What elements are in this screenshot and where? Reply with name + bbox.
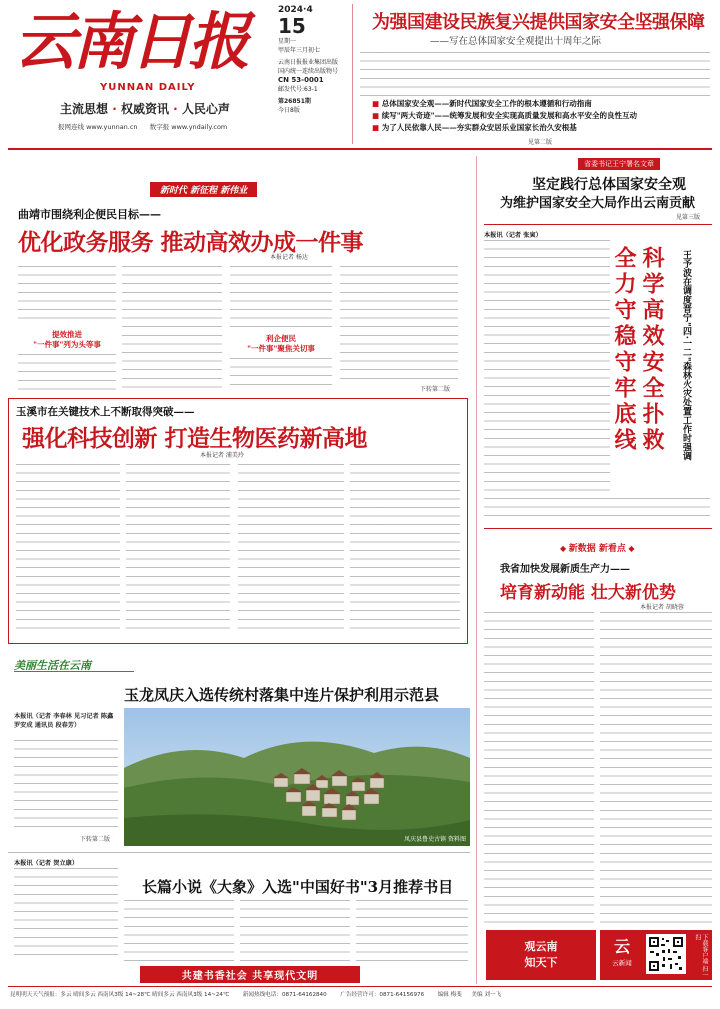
top-jump: 见第二版 (528, 139, 553, 146)
meili-byline: 本报讯（记者 李春林 见习记者 陈鑫 罗安成 通讯员 段春芳） (14, 713, 114, 729)
story1-col (122, 266, 222, 390)
publisher: 云南日报报业集团出版 (278, 59, 339, 66)
right-mid-byline: 本报记者 胡晓蓉 (640, 604, 684, 611)
date-year-month: 2024·4 (278, 5, 313, 15)
slogan-item: 人民心声 (181, 102, 230, 116)
meili-col (14, 740, 118, 830)
logo-pinyin: YUNNAN DAILY (100, 82, 196, 93)
right-jump: 见第三版 (676, 214, 701, 221)
page-count: 今日8版 (278, 107, 300, 114)
side-vertical: 王予波在调度晋宁"四·一二"森林火灾处置工作时强调 (681, 250, 691, 461)
story2-col (16, 464, 120, 636)
village-photo-image (124, 708, 470, 846)
app-logo-icon: 云 (613, 937, 630, 956)
right-mid-column-label: 新数据 新看点 (568, 544, 626, 554)
right-col (484, 240, 610, 496)
top-bullet: ■ 续写"两大奇迹"——统筹发展和安全实现高质量发展和高水平安全的良性互动 (372, 111, 638, 120)
qr-label: 下载客户端 扫一扫 (694, 934, 708, 978)
promo-label: 知天下 (524, 956, 558, 969)
story1-col (230, 266, 332, 332)
top-bullets (372, 98, 712, 134)
masthead (0, 0, 720, 150)
top-bullet: ■ 总体国家安全观——新时代国家安全工作的根本遵循和行动指南 (372, 99, 592, 108)
date-day: 15 (278, 14, 306, 38)
right-byline: 本报讯（记者 张寅） (484, 232, 542, 239)
qr-code-icon[interactable] (646, 934, 686, 974)
right-mid-col (484, 612, 594, 924)
big-vertical-2: 全力守稳守牢底线 (611, 246, 637, 454)
lunar-date: 甲辰年三月初七 (278, 47, 321, 54)
slogan: 主流思想 · 权威资讯 · 人民心声 (60, 102, 230, 116)
meili-tag (14, 654, 134, 672)
book-col (124, 900, 234, 962)
story1-headline: 优化政务服务 推动高效办成一件事 (18, 229, 364, 256)
story1-sub1: 提效推进 "一件事"列为头等事 (33, 330, 101, 349)
promo-label: 观云南 (524, 940, 558, 953)
top-bullet: ■ 为了人民依靠人民——夯实群众安居乐业国家长治久安根基 (372, 123, 577, 132)
book-byline: 本报讯（记者 贺立康） (14, 860, 79, 867)
big-vertical-1: 科学高效安全扑救 (639, 246, 665, 454)
story1-col (230, 358, 332, 390)
right-mid-headline: 培育新动能 壮大新优势 (500, 583, 676, 603)
story2-col (126, 464, 230, 636)
footer (10, 990, 710, 998)
post-code: 邮发代号:63-1 (278, 86, 318, 93)
app-logo (604, 936, 640, 974)
story1-kicker: 曲靖市围绕利企便民目标—— (18, 208, 161, 221)
weekday: 星期一 (278, 38, 297, 45)
date-block (278, 6, 350, 115)
story2-col (238, 464, 344, 636)
story2-col (350, 464, 460, 636)
story2-byline: 本报记者 浦美玲 (200, 452, 244, 459)
right-mid-col (600, 612, 712, 924)
cn-code-label: 国内统一连续出版物号 (278, 68, 339, 75)
story2-headline: 强化科技创新 打造生物医药新高地 (22, 425, 368, 452)
footer-ad: 广告经营许可：0871-64156976 (340, 992, 425, 998)
story1-sub2: 利企便民 "一件事"聚焦关切事 (247, 334, 315, 353)
village-photo (124, 708, 470, 846)
right-tag: 省委书记王宁署名文章 (578, 158, 660, 170)
meili-headline: 玉龙凤庆入选传统村落集中连片保护利用示范县 (124, 686, 440, 704)
book-col (356, 900, 468, 962)
book-bottom-banner: 共建书香社会 共享现代文明 (140, 966, 360, 983)
web-link[interactable]: 数字报 www.yndaily.com (149, 123, 228, 131)
book-headline: 长篇小说《大象》入选"中国好书"3月推荐书目 (142, 878, 454, 896)
story1-byline: 本报记者 杨达 (270, 254, 308, 261)
issue-number: 第26851期 (278, 98, 311, 105)
footer-phone: 新闻热线电话：0871-64162840 (242, 992, 327, 998)
app-promo-text (486, 930, 596, 980)
photo-caption: 凤庆县鲁史古镇 资料图 (404, 836, 466, 843)
story1-col (18, 354, 116, 390)
right-col (484, 498, 710, 522)
meili-jump: 下转第二版 (80, 836, 111, 843)
meili-tag-label: 美丽生活在云南 (14, 659, 91, 672)
top-subhead: ——写在总体国家安全观提出十周年之际 (430, 36, 602, 47)
top-body (360, 52, 710, 96)
web-link[interactable]: 报网连线 www.yunnan.cn (58, 123, 138, 131)
slogan-item: 主流思想 (60, 102, 109, 116)
footer-weather: 昆明明天天气预报：多云 晴间多云 西南风3级 14~28℃ 晴间多云 西南风3级 14~24℃ (10, 992, 230, 998)
column-tag: 新时代 新征程 新伟业 (150, 182, 257, 197)
web-links (58, 122, 227, 131)
top-headline: 为强国建设民族复兴提供国家安全坚强保障 (372, 12, 705, 33)
right-mid-column: ◆ 新数据 新看点 ◆ (560, 544, 635, 554)
story1-col (18, 266, 116, 326)
footer-editor: 编辑 梅斐 (437, 992, 462, 998)
cn-number: CN 53-0001 (278, 76, 324, 84)
slogan-item: 权威资讯 (120, 102, 169, 116)
right-mid-kicker: 我省加快发展新质生产力—— (500, 564, 630, 575)
book-col (14, 868, 118, 962)
story1-jump: 下转第二版 (420, 386, 451, 393)
logo: 云南日报 (14, 5, 247, 78)
right-headline-1: 坚定践行总体国家安全观 (532, 177, 686, 193)
footer-design: 美编 刘一飞 (471, 992, 502, 998)
right-headline-2: 为维护国家安全大局作出云南贡献 (500, 196, 696, 211)
app-name: 云新闻 (612, 959, 632, 967)
book-col (240, 900, 350, 962)
story1-col (340, 266, 458, 382)
story2-kicker: 玉溪市在关键技术上不断取得突破—— (16, 406, 195, 418)
